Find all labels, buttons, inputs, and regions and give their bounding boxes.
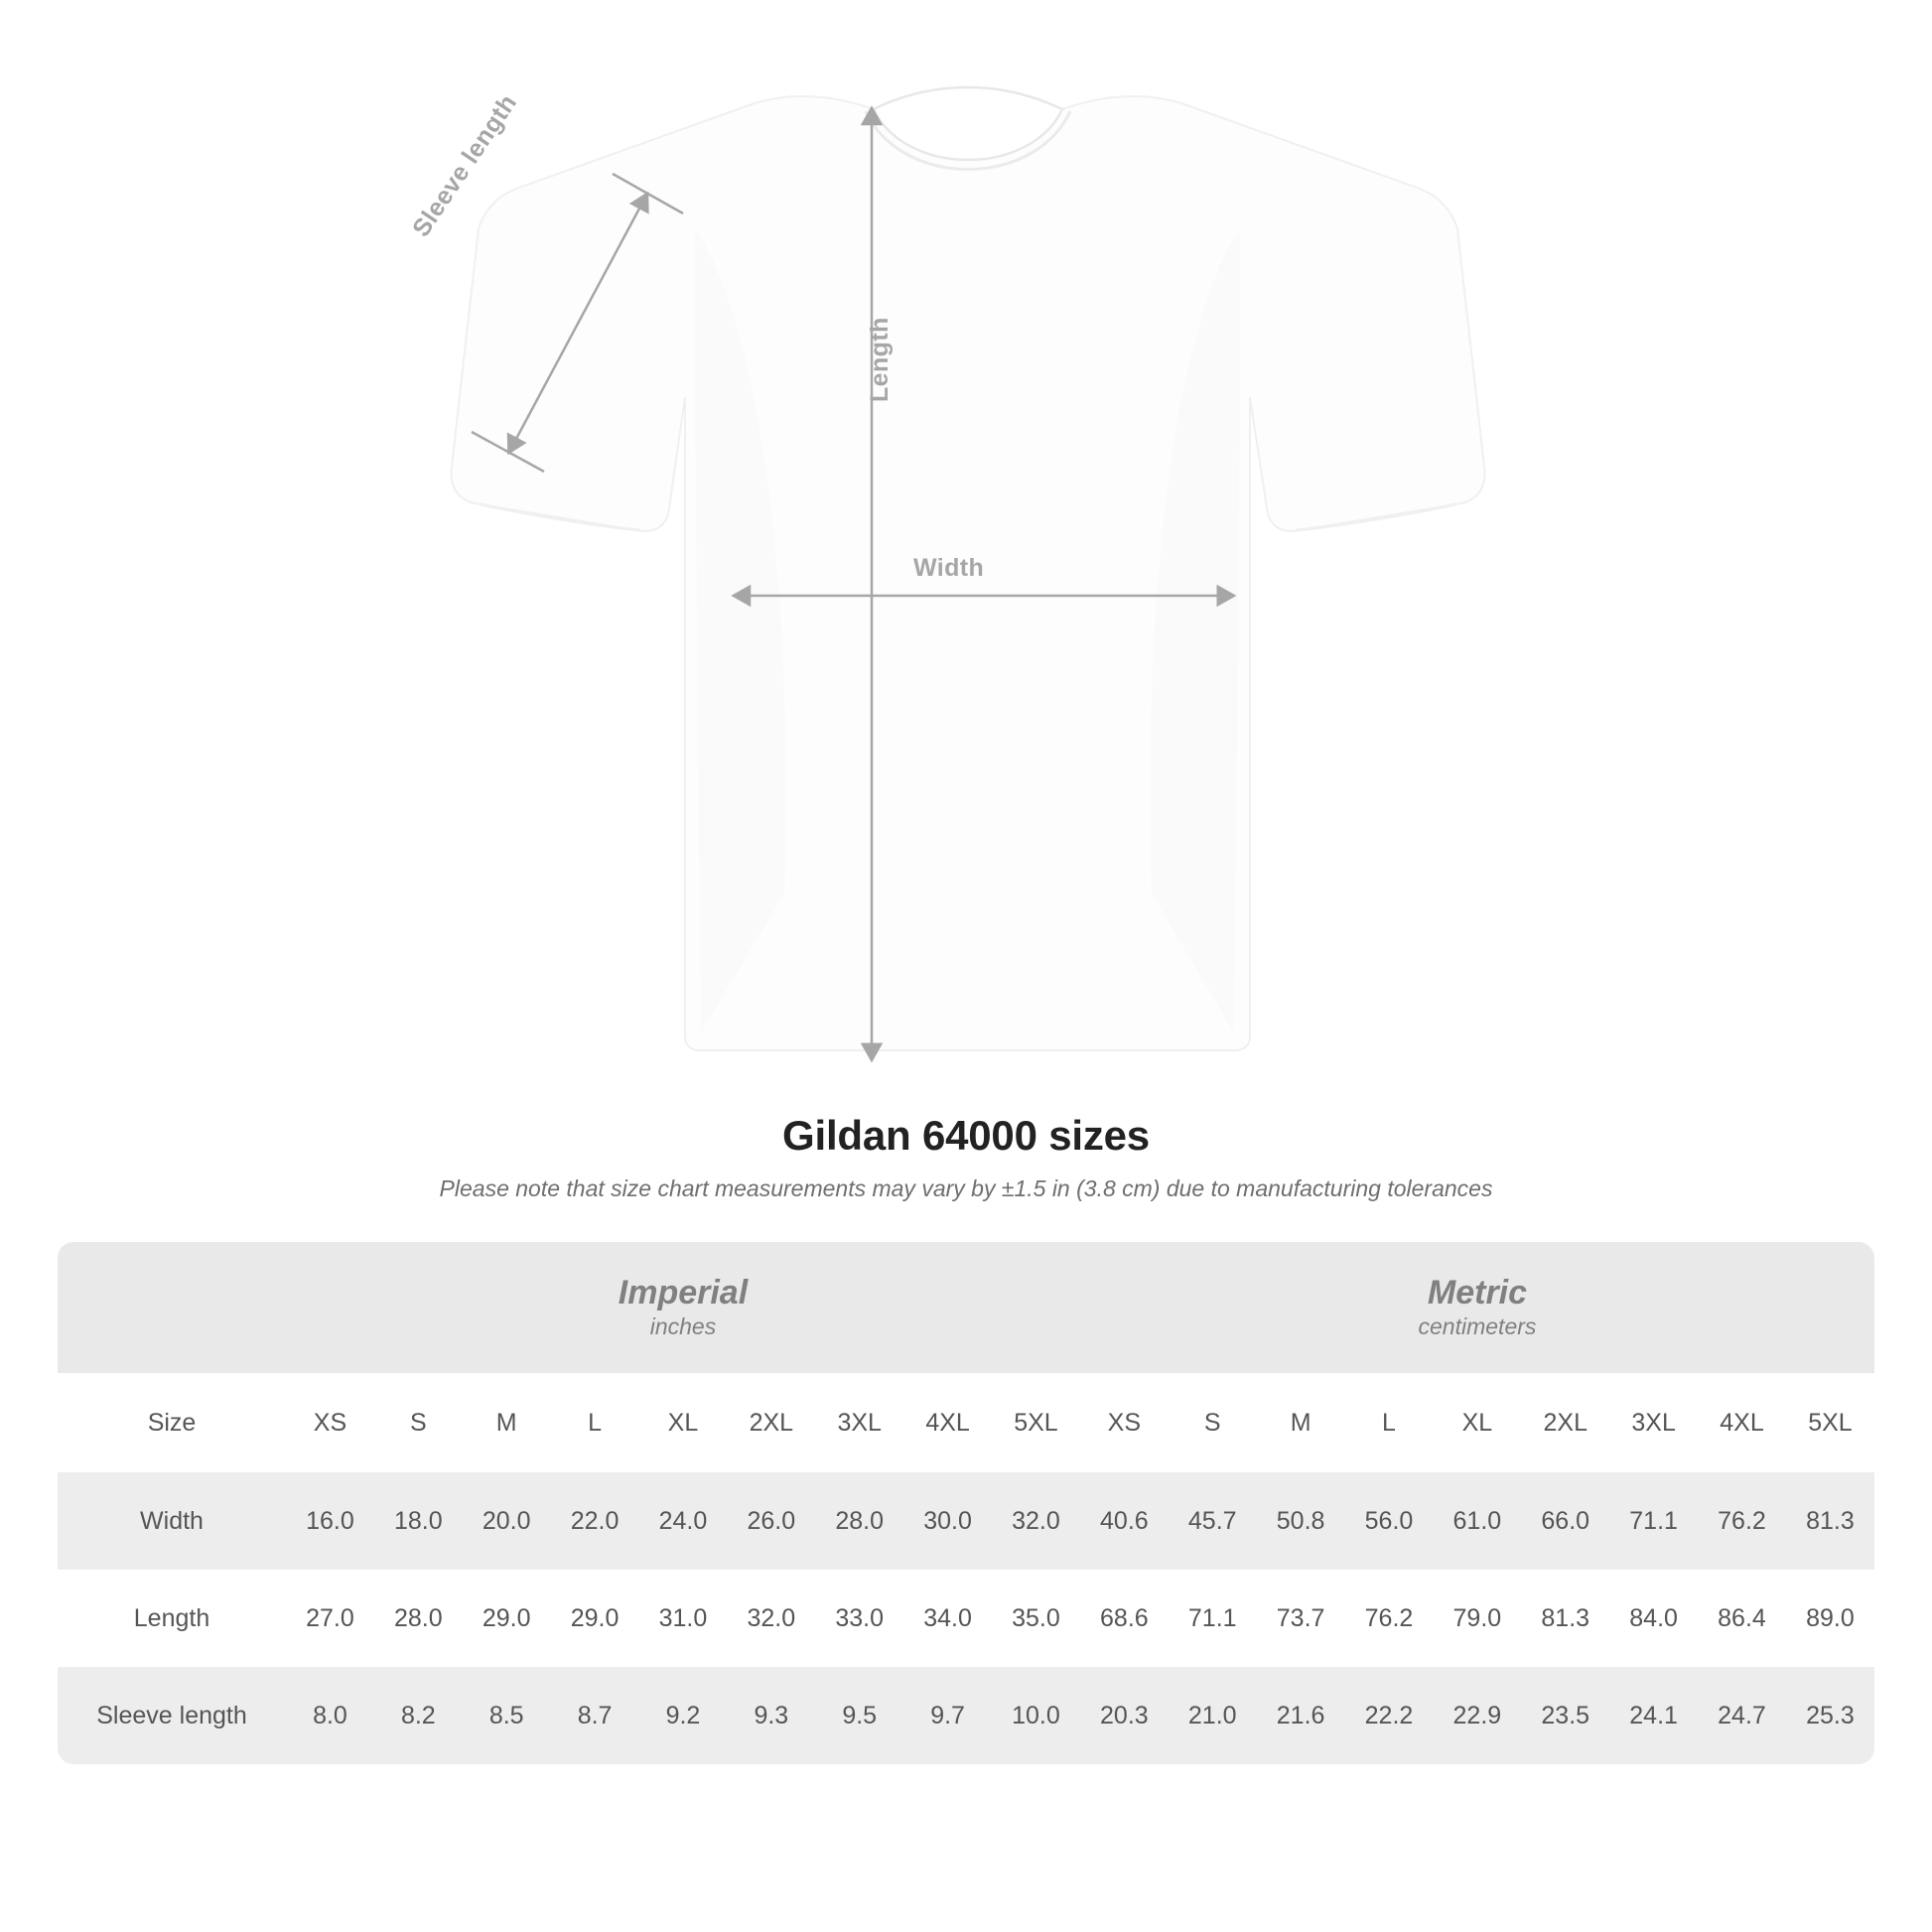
measurement-cell: 84.0: [1609, 1570, 1698, 1667]
measurement-cell: 26.0: [727, 1472, 815, 1570]
measurement-cell: 79.0: [1433, 1570, 1521, 1667]
measurement-cell: 29.0: [551, 1570, 639, 1667]
measurement-cell: 76.2: [1345, 1570, 1434, 1667]
size-table: [58, 1242, 1874, 1764]
measurement-cell: 34.0: [903, 1570, 992, 1667]
measurement-cell: 20.3: [1080, 1667, 1169, 1764]
measurement-cell: 81.3: [1786, 1472, 1874, 1570]
size-column-header: 2XL: [1521, 1373, 1609, 1472]
unit-row-corner: [58, 1242, 286, 1373]
measurement-cell: 9.2: [639, 1667, 728, 1764]
measurement-cell: 61.0: [1433, 1472, 1521, 1570]
size-column-header: 5XL: [1786, 1373, 1874, 1472]
size-column-header: 5XL: [992, 1373, 1080, 1472]
measurement-cell: 35.0: [992, 1570, 1080, 1667]
measurement-cell: 28.0: [374, 1570, 463, 1667]
measurement-cell: 9.7: [903, 1667, 992, 1764]
sleeve-length-label: Sleeve length: [407, 89, 523, 242]
measurement-cell: 71.1: [1609, 1472, 1698, 1570]
measurement-cell: 76.2: [1698, 1472, 1786, 1570]
measurement-cell: 21.6: [1257, 1667, 1345, 1764]
measurement-cell: 68.6: [1080, 1570, 1169, 1667]
size-column-header: S: [1169, 1373, 1257, 1472]
size-column-header: 4XL: [903, 1373, 992, 1472]
measurement-cell: 27.0: [286, 1570, 374, 1667]
measurement-cell: 8.2: [374, 1667, 463, 1764]
measurement-cell: 73.7: [1257, 1570, 1345, 1667]
measurement-cell: 22.9: [1433, 1667, 1521, 1764]
measurement-cell: 45.7: [1169, 1472, 1257, 1570]
size-column-header: 2XL: [727, 1373, 815, 1472]
unit-header-row: [58, 1242, 1874, 1373]
measurement-cell: 56.0: [1345, 1472, 1434, 1570]
unit-subtitle: inches: [649, 1312, 717, 1339]
measurement-cell: 21.0: [1169, 1667, 1257, 1764]
measurement-cell: 31.0: [639, 1570, 728, 1667]
measurement-cell: 24.0: [639, 1472, 728, 1570]
table-row: [58, 1472, 1874, 1570]
width-label: Width: [913, 554, 985, 582]
tolerance-note: Please note that size chart measurements may vary by ±1.5 in (3.8 cm) due to manufacturing tolerances: [439, 1175, 1493, 1201]
size-column-header: L: [1345, 1373, 1434, 1472]
size-column-header: 3XL: [1609, 1373, 1698, 1472]
unit-subtitle: centimeters: [1418, 1312, 1537, 1339]
measurement-cell: 25.3: [1786, 1667, 1874, 1764]
measurement-cell: 8.0: [286, 1667, 374, 1764]
measurement-cell: 10.0: [992, 1667, 1080, 1764]
measurement-cell: 22.0: [551, 1472, 639, 1570]
measurement-cell: 16.0: [286, 1472, 374, 1570]
length-label: Length: [866, 317, 894, 402]
measurement-cell: 29.0: [463, 1570, 551, 1667]
measurement-cell: 23.5: [1521, 1667, 1609, 1764]
size-column-header: L: [551, 1373, 639, 1472]
measurement-cell: 22.2: [1345, 1667, 1434, 1764]
size-table-wrapper: [58, 1242, 1874, 1764]
size-column-header: M: [1257, 1373, 1345, 1472]
row-label-sleeve-length: Sleeve length: [58, 1667, 286, 1764]
measurement-cell: 8.5: [463, 1667, 551, 1764]
measurement-cell: 81.3: [1521, 1570, 1609, 1667]
size-column-header: 3XL: [815, 1373, 903, 1472]
unit-name: Metric: [1427, 1273, 1528, 1311]
measurement-cell: 9.5: [815, 1667, 903, 1764]
measurement-cell: 86.4: [1698, 1570, 1786, 1667]
measurement-cell: 71.1: [1169, 1570, 1257, 1667]
measurement-cell: 32.0: [727, 1570, 815, 1667]
measurement-cell: 30.0: [903, 1472, 992, 1570]
measurement-cell: 50.8: [1257, 1472, 1345, 1570]
unit-name: Imperial: [618, 1273, 749, 1311]
size-column-header: XL: [1433, 1373, 1521, 1472]
size-column-header: XL: [639, 1373, 728, 1472]
measurement-cell: 24.7: [1698, 1667, 1786, 1764]
table-row: [58, 1570, 1874, 1667]
measurement-cell: 40.6: [1080, 1472, 1169, 1570]
row-label-length: Length: [58, 1570, 286, 1667]
measurement-cell: 18.0: [374, 1472, 463, 1570]
size-column-header: M: [463, 1373, 551, 1472]
size-header-row: [58, 1373, 1874, 1472]
measurement-cell: 24.1: [1609, 1667, 1698, 1764]
table-row: [58, 1667, 1874, 1764]
measurement-cell: 20.0: [463, 1472, 551, 1570]
measurement-cell: 89.0: [1786, 1570, 1874, 1667]
unit-header-imperial: [286, 1242, 1080, 1373]
measurement-cell: 8.7: [551, 1667, 639, 1764]
measurement-cell: 9.3: [727, 1667, 815, 1764]
row-label-width: Width: [58, 1472, 286, 1570]
size-column-header: XS: [1080, 1373, 1169, 1472]
measurement-cell: 32.0: [992, 1472, 1080, 1570]
page-title: Gildan 64000 sizes: [782, 1112, 1150, 1159]
measurement-cell: 28.0: [815, 1472, 903, 1570]
size-column-header: XS: [286, 1373, 374, 1472]
measurement-cell: 33.0: [815, 1570, 903, 1667]
size-header-label: Size: [58, 1373, 286, 1472]
size-column-header: S: [374, 1373, 463, 1472]
unit-header-metric: [1080, 1242, 1874, 1373]
measurement-cell: 66.0: [1521, 1472, 1609, 1570]
title-block: [0, 1112, 1932, 1202]
size-column-header: 4XL: [1698, 1373, 1786, 1472]
